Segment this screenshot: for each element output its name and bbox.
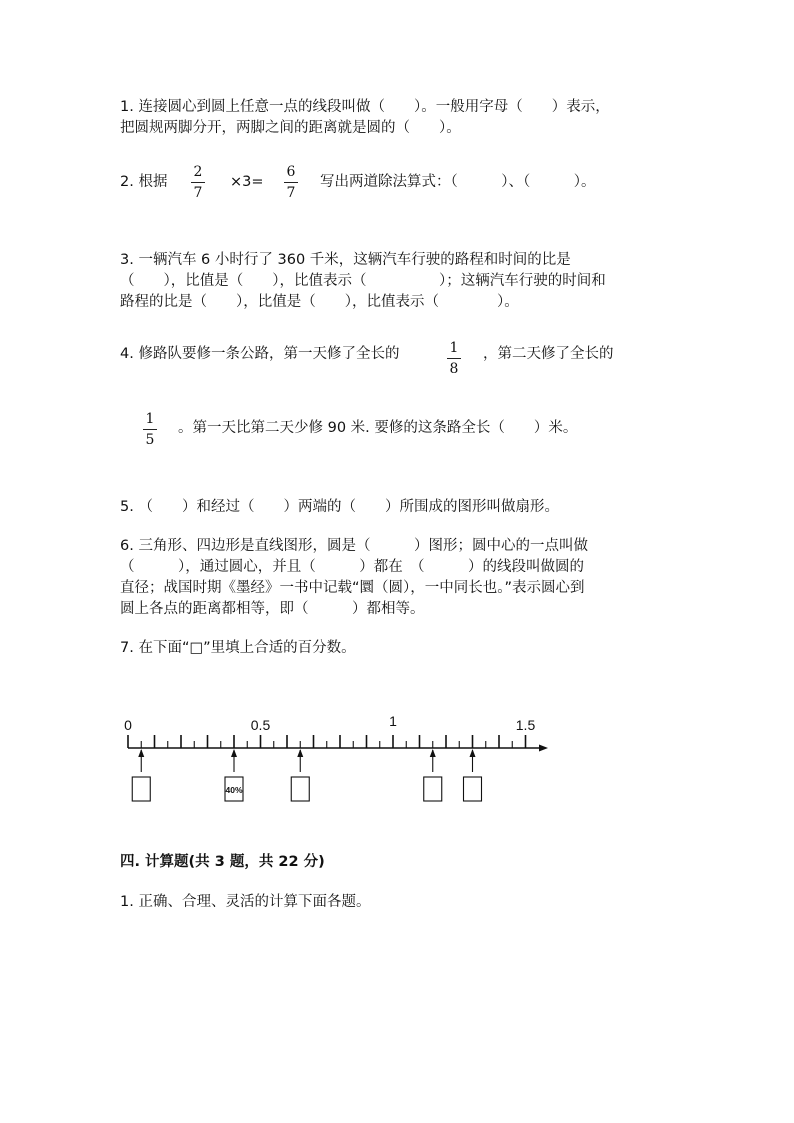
q1-line2: 把圆规两脚分开，两脚之间的距离就是圆的（ ）。 xyxy=(120,120,461,136)
section4-title: 四. 计算题(共 3 题，共 22 分) xyxy=(120,854,325,870)
q2-fraction-2 xyxy=(281,164,301,201)
pointer-arrow-head xyxy=(297,749,303,757)
q3-line1: 3. 一辆汽车 6 小时行了 360 千米，这辆汽车行驶的路程和时间的比是 xyxy=(120,252,571,268)
fraction-numerator: 6 xyxy=(286,164,296,180)
q2-fraction-1 xyxy=(188,164,208,201)
q6-line4: 圆上各点的距离都相等，即（ ）都相等。 xyxy=(120,601,425,617)
number-line-figure xyxy=(110,705,570,810)
q6-line1: 6. 三角形、四边形是直线图形，圆是（ ）图形；圆中心的一点叫做 xyxy=(120,538,588,554)
pointer-arrow-head xyxy=(470,749,476,757)
answer-box xyxy=(132,777,150,801)
number-line-label: 1.5 xyxy=(515,717,536,733)
q2-suffix: 写出两道除法算式：（ ）、（ ）。 xyxy=(320,174,596,190)
answer-box-value: 40% xyxy=(225,785,243,795)
answer-box xyxy=(424,777,442,801)
q7-text: 7. 在下面“□”里填上合适的百分数。 xyxy=(120,640,356,656)
q6-line2: （ ），通过圆心，并且（ ）都在 （ ）的线段叫做圆的 xyxy=(120,559,584,575)
section4-q1: 1. 正确、合理、灵活的计算下面各题。 xyxy=(120,894,371,910)
q2-times: ×3= xyxy=(230,174,264,190)
q4-part3: 。第一天比第二天少修 90 米. 要修的这条路全长（ ）米。 xyxy=(178,420,578,436)
q3-line3: 路程的比是（ ），比值是（ ），比值表示（ ）。 xyxy=(120,294,519,310)
fraction-numerator: 2 xyxy=(193,164,203,180)
fraction-bar xyxy=(191,182,205,183)
fraction-denominator: 7 xyxy=(286,185,296,201)
q2-prefix: 2. 根据 xyxy=(120,174,168,190)
q4-fraction-1 xyxy=(444,340,464,377)
q3-line2: （ ），比值是（ ），比值表示（ ）；这辆汽车行驶的时间和 xyxy=(120,273,606,289)
q6-line3: 直径；战国时期《墨经》一书中记载“圜（圆），一中同长也。”表示圆心到 xyxy=(120,580,585,596)
q4-part1: 4. 修路队要修一条公路，第一天修了全长的 xyxy=(120,346,400,362)
fraction-numerator: 1 xyxy=(145,411,155,427)
number-line-arrowhead xyxy=(539,745,548,752)
fraction-denominator: 7 xyxy=(193,185,203,201)
number-line-label: 0 xyxy=(124,717,132,733)
fraction-numerator: 1 xyxy=(449,340,459,356)
fraction-denominator: 8 xyxy=(449,361,459,377)
number-line-label: 0.5 xyxy=(250,717,271,733)
q4-fraction-2 xyxy=(140,411,160,448)
pointer-arrow-head xyxy=(430,749,436,757)
fraction-bar xyxy=(284,182,298,183)
q5-text: 5. （ ）和经过（ ）两端的（ ）所围成的图形叫做扇形。 xyxy=(120,499,559,515)
pointer-arrow-head xyxy=(231,749,237,757)
number-line-label: 1 xyxy=(389,713,397,729)
answer-box xyxy=(291,777,309,801)
answer-box xyxy=(464,777,482,801)
fraction-denominator: 5 xyxy=(145,432,155,448)
fraction-bar xyxy=(143,429,157,430)
fraction-bar xyxy=(447,358,461,359)
pointer-arrow-head xyxy=(138,749,144,757)
q1-line1: 1. 连接圆心到圆上任意一点的线段叫做（ ）。一般用字母（ ）表示， xyxy=(120,99,610,115)
q4-part2: ，第二天修了全长的 xyxy=(483,346,614,362)
